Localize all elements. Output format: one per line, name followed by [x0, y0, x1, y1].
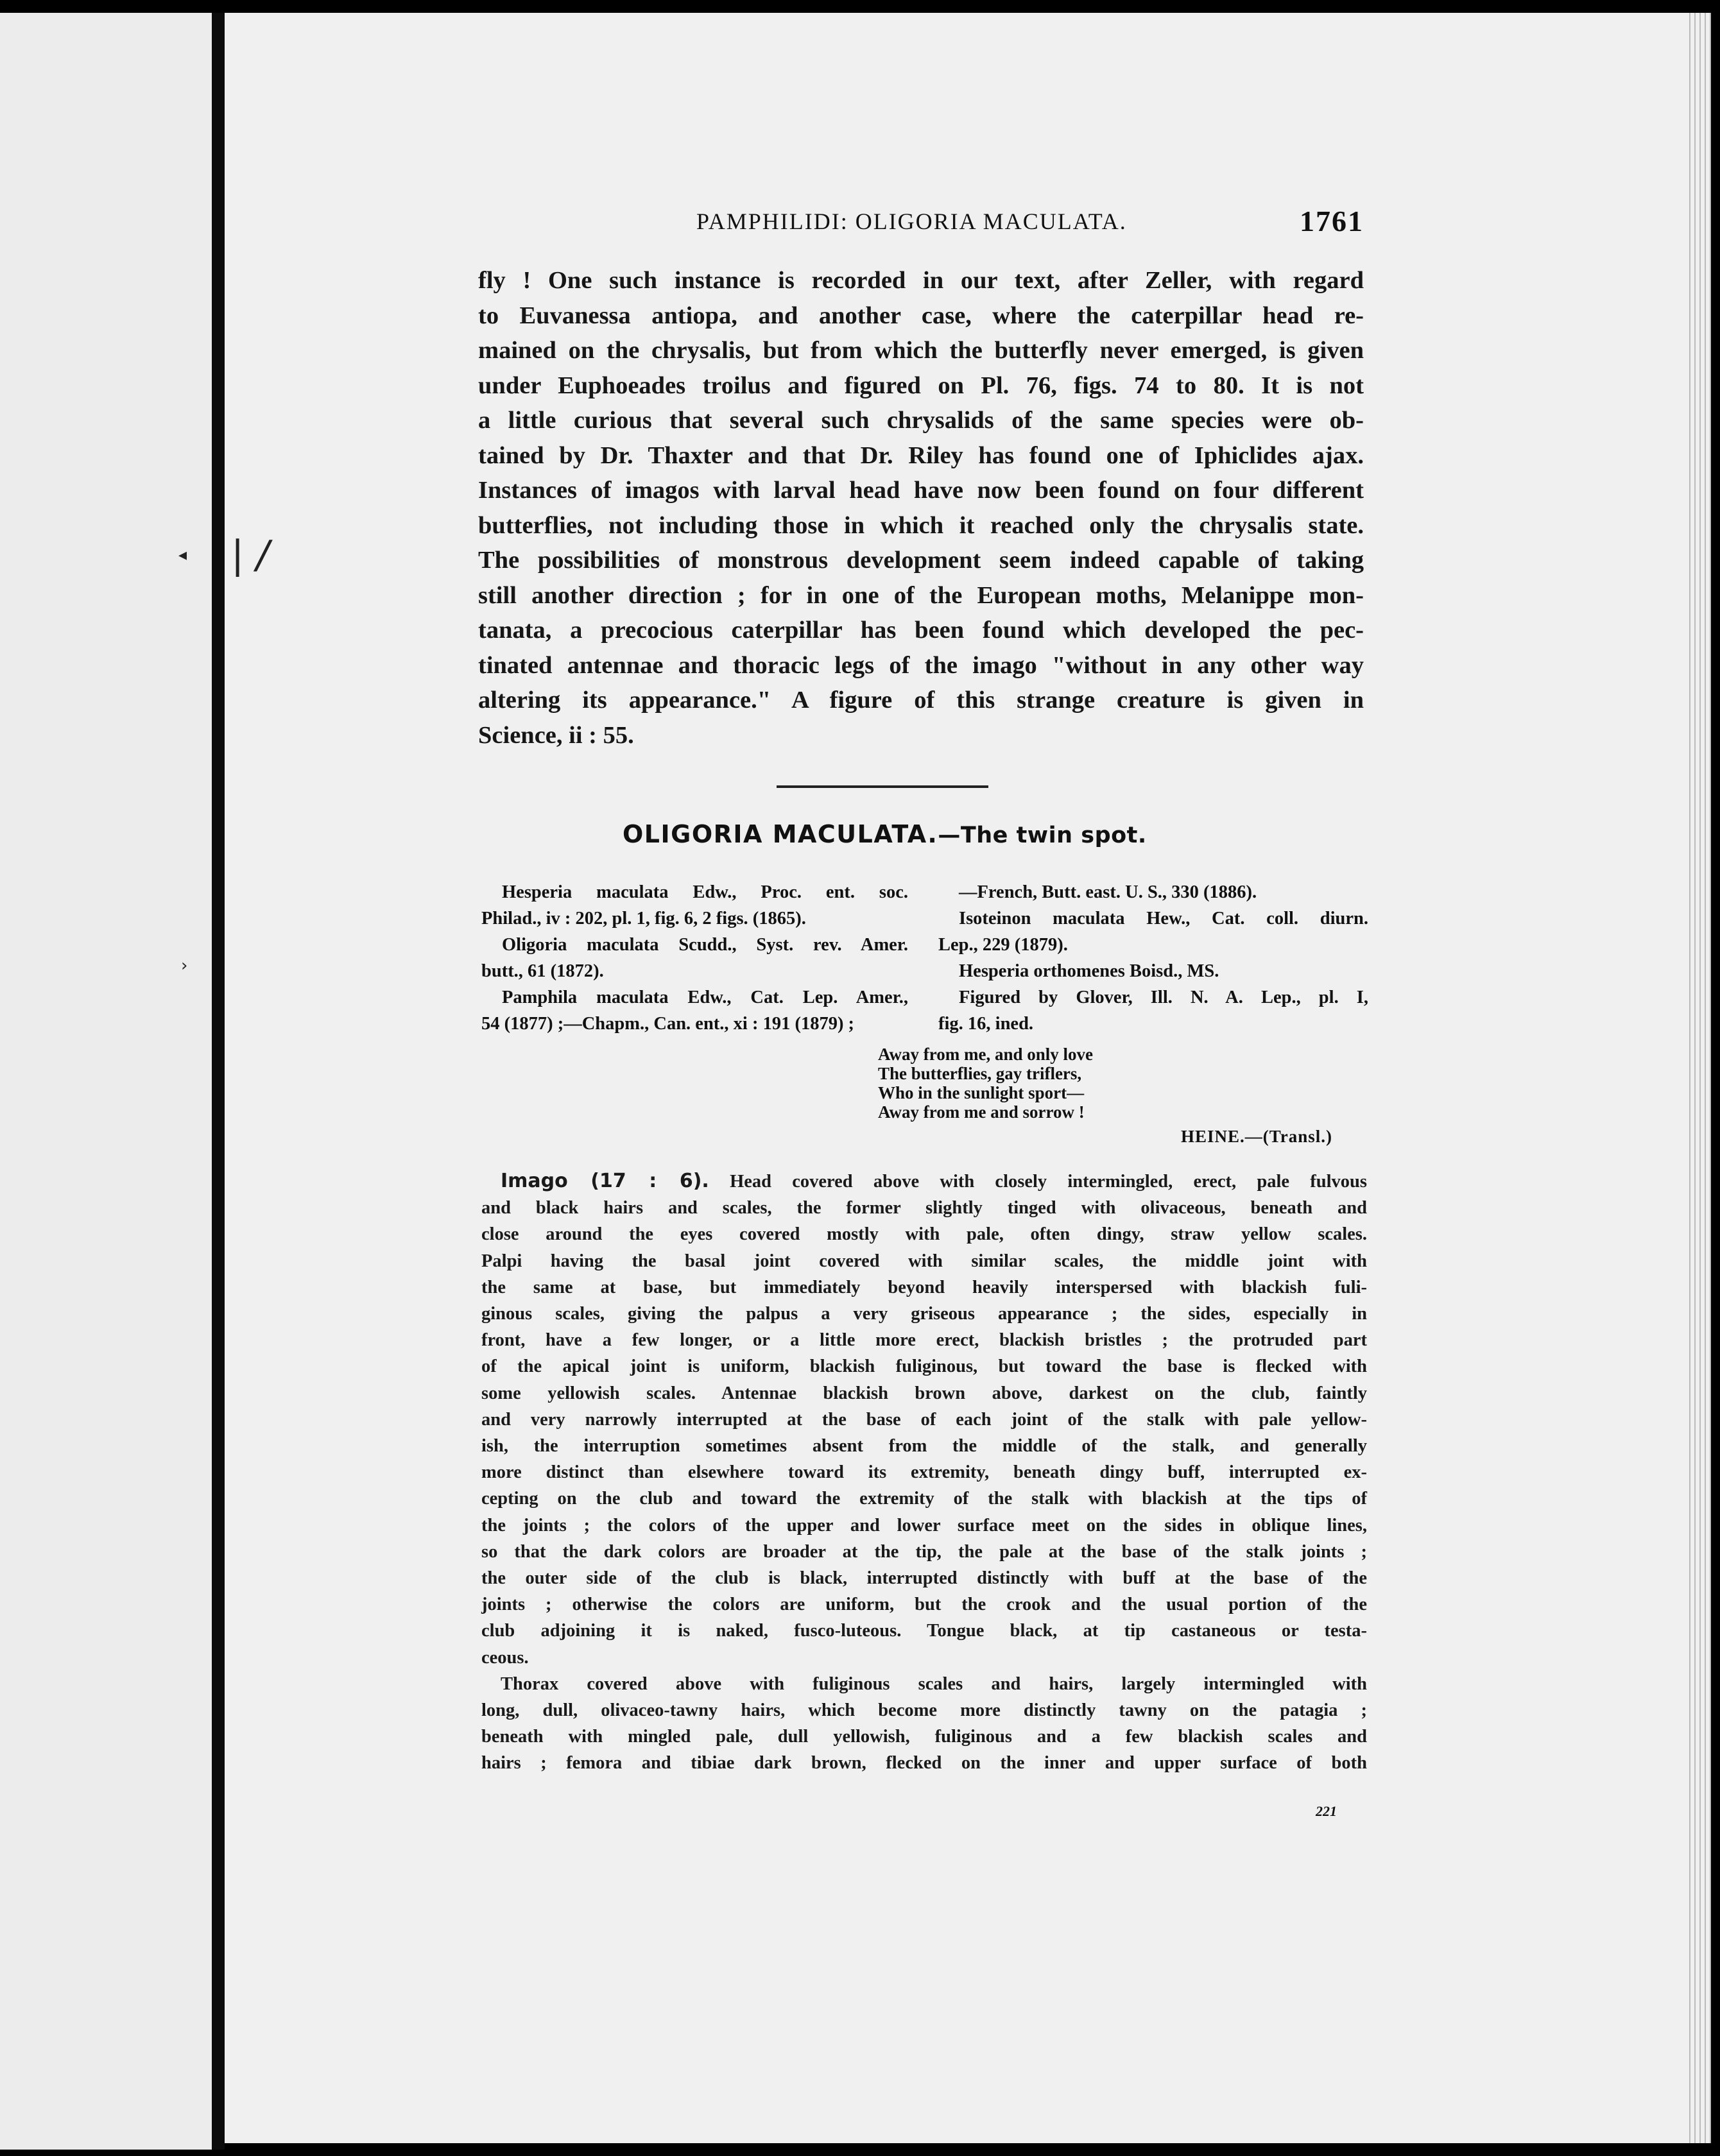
poem-line: The butterflies, gay triflers, — [878, 1064, 1082, 1083]
synonym-line: Oligoria maculata Scudd., Syst. rev. Amer. — [502, 935, 908, 955]
text-line: a little curious that several such chrysalids of the same species were ob- — [478, 407, 1364, 434]
synonym-entry — [481, 932, 908, 984]
page-number: 1761 — [1300, 205, 1364, 237]
text-line: under Euphoeades troilus and figured on Pl. 76, figs. 74 to 80. It is not — [478, 372, 1364, 399]
text-line: and black hairs and scales, the former slightly tinged with olivaceous, beneath and — [481, 1198, 1367, 1219]
species-heading — [623, 820, 1147, 848]
text-line: Science, ii : 55. — [478, 721, 634, 749]
imago-heading: Imago (17 : 6). — [501, 1170, 709, 1192]
text-line: Thorax covered above with fuliginous scales and hairs, largely intermingled with — [501, 1673, 1367, 1694]
text-line — [481, 1168, 1367, 1195]
synonym-entry — [481, 879, 908, 932]
text-line: butterflies, not including those in which it reached only the chrysalis state. — [478, 511, 1364, 539]
text-line: tained by Dr. Thaxter and that Dr. Riley has found one of Iphiclides ajax. — [478, 441, 1364, 469]
text-line: some yellowish scales. Antennae blackish brown above, darkest on the club, faintly — [481, 1383, 1367, 1403]
synonym-line: Isoteinon maculata Hew., Cat. coll. diurn. — [959, 909, 1368, 928]
synonym-entry — [938, 905, 1368, 958]
printer-signature: 221 — [1316, 1803, 1337, 1819]
synonym-entry — [481, 984, 908, 1037]
text-line: so that the dark colors are broader at the tip, the pale at the base of the stalk joints ; — [481, 1541, 1367, 1562]
synonym-line: Lep., 229 (1879). — [938, 935, 1068, 955]
text-line: Instances of imagos with larval head have now been found on four different — [478, 477, 1364, 504]
intro-paragraph — [478, 263, 1364, 753]
synonym-line: 54 (1877) ;—Chapm., Can. ent., xi : 191 (1879) ; — [481, 1014, 855, 1034]
text-line: ceous. — [481, 1647, 529, 1668]
section-divider — [777, 785, 988, 788]
text-line: ish, the interruption sometimes absent from the middle of the stalk, and generally — [481, 1436, 1367, 1457]
text-line: still another direction ; for in one of the European moths, Melanippe mon- — [478, 581, 1364, 609]
text-line: of the apical joint is uniform, blackish fuliginous, but toward the base is flecked with — [481, 1356, 1367, 1377]
synonymy-left-column — [481, 879, 908, 1037]
text-line: and very narrowly interrupted at the base of each joint of the stalk with pale yellow- — [481, 1409, 1367, 1430]
margin-mark-tick: › — [181, 956, 188, 975]
text-line: fly ! One such instance is recorded in our text, after Zeller, with regard — [478, 267, 1364, 294]
epigraph-poem — [878, 1045, 1093, 1122]
imago-description — [481, 1168, 1367, 1777]
epigraph-attribution: HEINE.—(Transl.) — [1181, 1127, 1333, 1146]
poem-line: Away from me and sorrow ! — [878, 1102, 1085, 1122]
text-line: beneath with mingled pale, dull yellowish, fuliginous and a few blackish scales and — [481, 1727, 1367, 1747]
text-line: tinated antennae and thoracic legs of the imago "without in any other way — [478, 651, 1364, 679]
synonym-entry — [938, 984, 1368, 1037]
text-line: cepting on the club and toward the extremity of the stalk with blackish at the tips of — [481, 1489, 1367, 1509]
text-line: to Euvanessa antiopa, and another case, where the caterpillar head re- — [478, 302, 1364, 329]
text-line: tanata, a precocious caterpillar has been found which developed the pec- — [478, 617, 1364, 644]
synonym-line: Hesperia maculata Edw., Proc. ent. soc. — [502, 882, 908, 902]
text-line: close around the eyes covered mostly with pale, often dingy, straw yellow scales. — [481, 1224, 1367, 1245]
text-line: club adjoining it is naked, fusco-luteous. Tongue black, at tip castaneous or testa- — [481, 1621, 1367, 1641]
synonym-line: Philad., iv : 202, pl. 1, fig. 6, 2 figs. (1865). — [481, 909, 806, 928]
text-line: the same at base, but immediately beyond heavily interspersed with blackish fuli- — [481, 1277, 1367, 1297]
text-line: ginous scales, giving the palpus a very griseous appearance ; the sides, especially in — [481, 1304, 1367, 1324]
text-line: joints ; otherwise the colors are uniform, but the crook and the usual portion of the — [481, 1595, 1367, 1615]
text-line: altering its appearance." A figure of this strange creature is given in — [478, 687, 1364, 714]
poem-line: Away from me, and only love — [878, 1045, 1093, 1064]
text-line: Palpi having the basal joint covered with similar scales, the middle joint with — [481, 1251, 1367, 1271]
synonym-line: Hesperia orthomenes Boisd., MS. — [959, 961, 1219, 981]
text-segment: Head covered above with closely intermingled, erect, pale fulvous — [709, 1172, 1367, 1192]
margin-mark-arrow: ◂ — [178, 545, 187, 565]
margin-mark-bars: | / — [231, 533, 270, 578]
page-edges — [1685, 13, 1711, 2143]
synonym-line: fig. 16, ined. — [938, 1014, 1034, 1034]
poem-line: Who in the sunlight sport— — [878, 1083, 1085, 1102]
synonym-line: Figured by Glover, Ill. N. A. Lep., pl. I, — [959, 988, 1368, 1007]
synonymy-right-column — [938, 879, 1368, 1037]
text-line: the joints ; the colors of the upper and lower surface meet on the sides in oblique lines, — [481, 1515, 1367, 1536]
running-title: PAMPHILIDI: OLIGORIA MACULATA. — [696, 209, 1127, 234]
text-line: the outer side of the club is black, interrupted distinctly with buff at the base of the — [481, 1568, 1367, 1589]
text-line: front, have a few longer, or a little more erect, blackish bristles ; the protruded part — [481, 1330, 1367, 1351]
synonym-entry — [938, 879, 1368, 905]
text-line: hairs ; femora and tibiae dark brown, flecked on the inner and upper surface of both — [481, 1753, 1367, 1774]
text-line: The possibilities of monstrous development seem indeed capable of taking — [478, 547, 1364, 574]
synonym-entry — [938, 958, 1368, 984]
text-line: mained on the chrysalis, but from which the butterfly never emerged, is given — [478, 337, 1364, 364]
species-common-name: —The twin spot. — [938, 823, 1147, 848]
synonym-line: —French, Butt. east. U. S., 330 (1886). — [959, 882, 1257, 902]
previous-page-edge — [0, 13, 212, 2150]
species-name: OLIGORIA MACULATA. — [623, 820, 938, 848]
book-gutter — [212, 13, 225, 2150]
text-line: long, dull, olivaceo-tawny hairs, which become more distinctly tawny on the patagia ; — [481, 1700, 1367, 1721]
synonym-line: butt., 61 (1872). — [481, 961, 604, 981]
text-line: more distinct than elsewhere toward its extremity, beneath dingy buff, interrupted ex- — [481, 1462, 1367, 1483]
synonym-line: Pamphila maculata Edw., Cat. Lep. Amer., — [502, 988, 908, 1007]
